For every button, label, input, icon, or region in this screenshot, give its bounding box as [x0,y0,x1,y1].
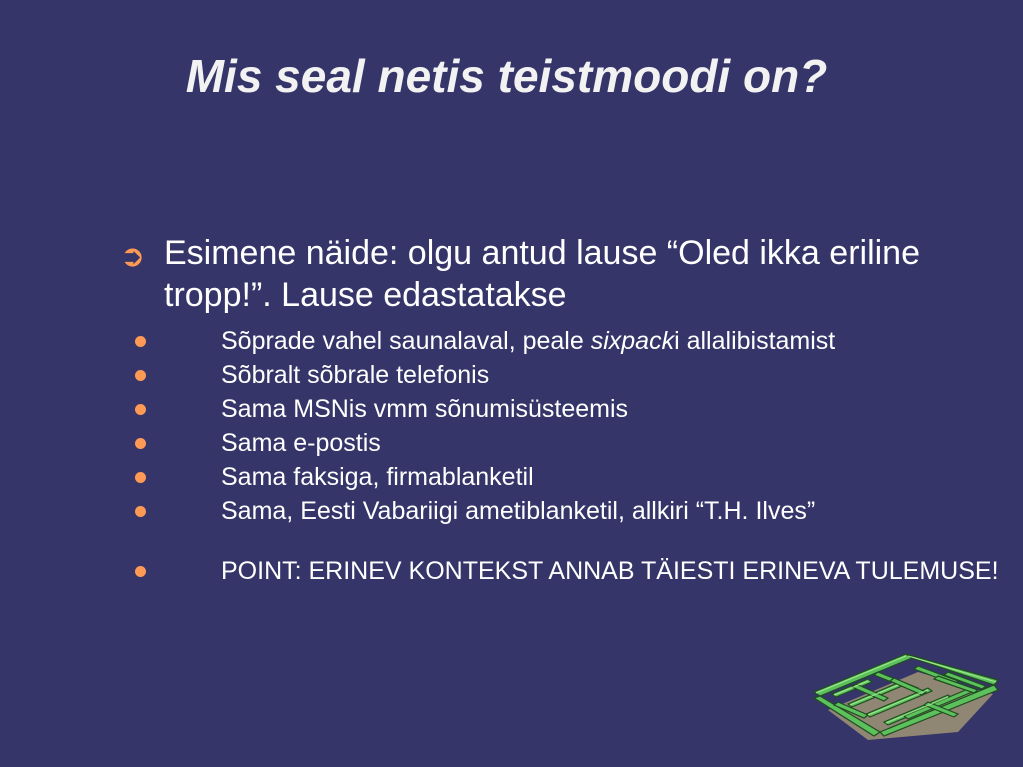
maze-icon [808,632,1004,742]
sub-bullet-item [130,554,1010,588]
sub-bullet-text: Sama, Eesti Vabariigi ametiblanketil, allkiri “T.H. Ilves” [221,497,816,525]
slide-title: Mis seal netis teistmoodi on? [185,50,828,102]
sub-bullet-item [130,426,1010,460]
sub-bullet-text: Sõprade vahel saunalaval, peale sixpacki allalibistamist [221,327,836,355]
arrow-bullet-icon: ➲ [120,239,146,274]
sub-bullet-text: Sama MSNis vmm sõnumisüsteemis [221,395,629,423]
sub-bullet-item [130,460,1010,494]
dot-bullet-icon [135,336,146,347]
sub-bullet-item [130,324,1010,358]
sub-bullet-text: Sama e-postis [221,429,381,457]
dot-bullet-icon [135,438,146,449]
dot-bullet-icon [135,506,146,517]
sub-bullet-text: POINT: ERINEV KONTEKST ANNAB TÄIESTI ERINEVA TULEMUSE! [221,557,999,585]
dot-bullet-icon [135,472,146,483]
sub-bullet-list [130,324,1010,588]
dot-bullet-icon [135,566,146,577]
main-bullet-text: Esimene näide: olgu antud lause “Oled ikka eriline tropp!”. Lause edastatakse [164,234,921,314]
italic-word: sixpack [590,327,675,355]
main-bullet [120,232,990,316]
dot-bullet-icon [135,404,146,415]
sub-bullet-item [130,358,1010,392]
sub-bullet-text: Sõbralt sõbrale telefonis [221,361,490,389]
dot-bullet-icon [135,370,146,381]
sub-bullet-item [130,494,1010,528]
sub-bullet-text: Sama faksiga, firmablanketil [221,463,534,491]
sub-bullet-item [130,392,1010,426]
